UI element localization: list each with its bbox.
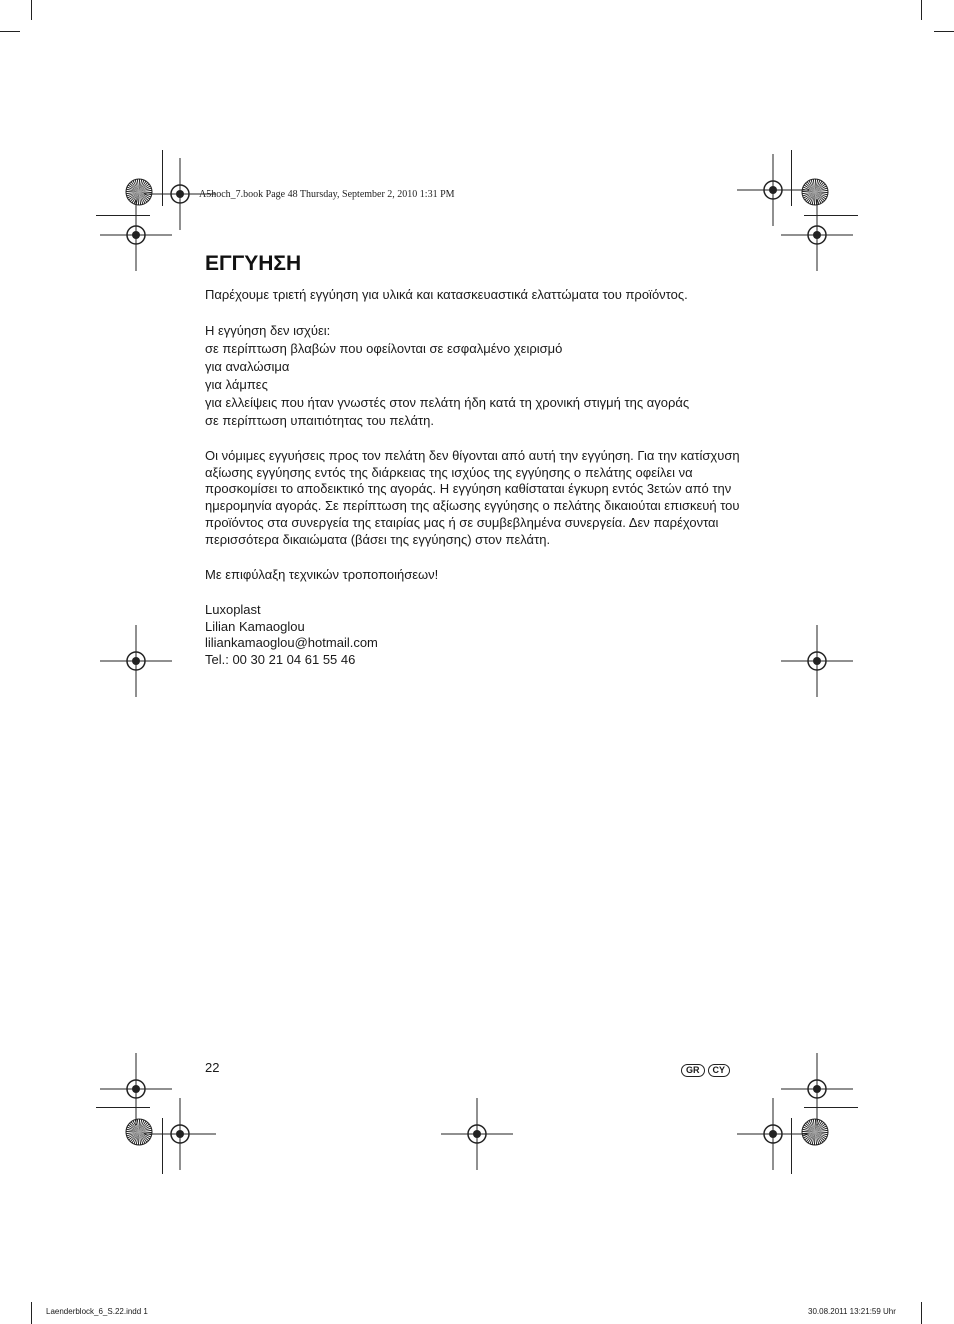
footer-datetime: 30.08.2011 13:21:59 Uhr xyxy=(808,1307,896,1316)
star-target-mark xyxy=(125,1118,153,1146)
exclusion-item: σε περίπτωση βλαβών που οφείλονται σε εσφαλμένο χειρισμό xyxy=(205,341,563,356)
exclusion-item: για ελλείψεις που ήταν γνωστές στον πελάτη ήδη κατά τη χρονική στιγμή της αγοράς xyxy=(205,395,690,410)
registration-mark xyxy=(737,1098,809,1170)
star-target-mark xyxy=(801,1118,829,1146)
book-info-header: A5hoch_7.book Page 48 Thursday, September 2, 2010 1:31 PM xyxy=(199,189,455,200)
crop-mark xyxy=(0,31,20,32)
star-target-mark xyxy=(125,178,153,206)
intro-paragraph: Παρέχουμε τριετή εγγύηση για υλικά και κατασκευαστικά ελαττώματα του προϊόντος. xyxy=(205,287,688,302)
exclusions-list xyxy=(205,322,765,430)
contact-name: Lilian Kamaoglou xyxy=(205,618,305,634)
company-name: Luxoplast xyxy=(205,602,261,618)
registration-mark xyxy=(441,1098,513,1170)
country-badge-cy: CY xyxy=(708,1064,731,1077)
exclusion-item: για λάμπες xyxy=(205,377,268,392)
exclusion-item: για αναλώσιμα xyxy=(205,359,290,374)
crop-mark xyxy=(31,0,32,20)
legal-paragraph: Οι νόμιμες εγγυήσεις προς τον πελάτη δεν θίγονται από αυτή την εγγύηση. Για την κατίσχυση αξίωσης εγγύησης εντός της διάρκειας της ισχύος της εγγύησης ο πελάτης οφείλει να προσκομίσει το αποδεικτικό της αγοράς. Η εγγύηση καθίσταται έγκυρη εντός 3ετών από την ημερομηνία αγοράς. Σε περίπτωση της αξίωσης εγγύησης ο πελάτης δικαιούται επισκευή του προϊόντος στα συνεργεία της εταιρίας μας ή σε συμβεβλημένα συνεργεία. Δεν παρέχονται περισσότερα δικαιώματα (βάσει της εγγύησης) στον πελάτη. xyxy=(205,448,740,547)
page-title: ΕΓΓΥΗΣΗ xyxy=(205,252,302,275)
star-target-mark xyxy=(801,178,829,206)
contact-phone: Tel.: 00 30 21 04 61 55 46 xyxy=(205,651,356,667)
country-badges xyxy=(681,1064,730,1077)
registration-mark xyxy=(100,625,172,697)
registration-mark xyxy=(144,1098,216,1170)
crop-mark xyxy=(921,1302,922,1324)
crop-mark xyxy=(921,0,922,20)
country-badge-gr: GR xyxy=(681,1064,705,1077)
registration-mark xyxy=(781,199,853,271)
page-number: 22 xyxy=(205,1060,220,1075)
footer-filename: Laenderblock_6_S.22.indd 1 xyxy=(46,1307,148,1316)
crop-mark xyxy=(934,31,954,32)
exclusions-heading: Η εγγύηση δεν ισχύει: xyxy=(205,323,331,338)
document-body xyxy=(205,286,765,668)
registration-mark xyxy=(100,199,172,271)
crop-mark xyxy=(31,1302,32,1324)
exclusion-item: σε περίπτωση υπαιτιότητας του πελάτη. xyxy=(205,413,434,428)
registration-mark xyxy=(781,625,853,697)
contact-email: liliankamaoglou@hotmail.com xyxy=(205,635,378,651)
disclaimer: Με επιφύλαξη τεχνικών τροποποιήσεων! xyxy=(205,567,439,583)
contact-block xyxy=(205,602,765,668)
